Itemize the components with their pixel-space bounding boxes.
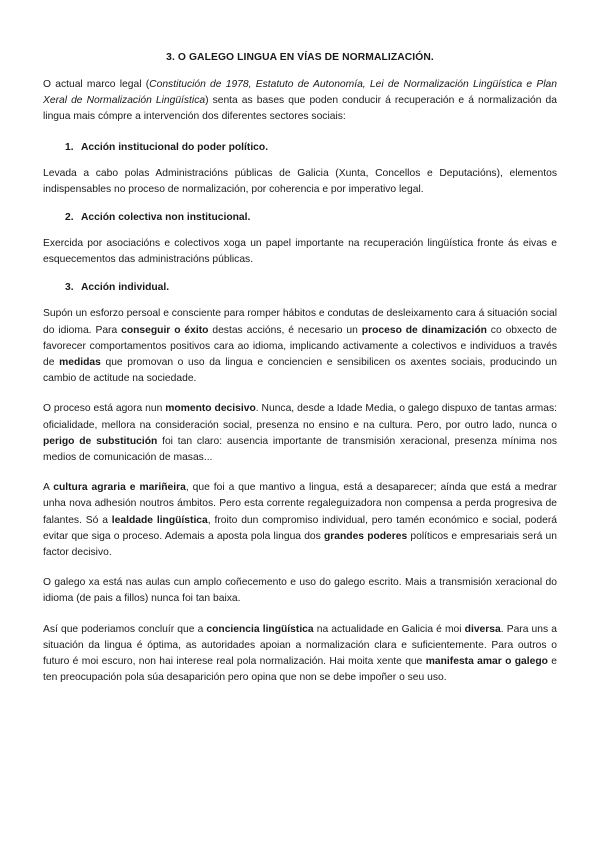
- list-item-2-text: Exercida por asociacións e colectivos xoga un papel importante na recuperación lingüística fronte ás eivas e esquecementos das administracións públicas.: [43, 238, 557, 266]
- culture-paragraph: A cultura agraria e mariñeira, que foi a que mantivo a lingua, está a desaparecer; aínda que está a medrar unha nova adhesión noutros ámbitos. Pero esta corrente regaleguizadora non compensa a perda progresiva de falantes. Só a lealdade lingüística, froito dun compromiso individual, pero tamén económico e social, poderá evitar que siga o proceso. Ademais a aposta pola lingua dos grandes poderes políticos e empresariais será un factor decisivo.: [43, 482, 557, 559]
- conclusion-paragraph: Así que poderiamos concluír que a conciencia lingüística na actualidade en Galicia é moi diversa. Para uns a situación da lingua é óptima, as autoridades apoian a normalización clara e suficientemente. Para outros o futuro é moi escuro, non hai interese real pola normalización. Hai moita xente que manifesta amar o galego e ten preocupación pola súa desaparición pero opina que non se debe impoñer o seu uso.: [43, 623, 558, 684]
- legal-framework-list: Constitución de 1978, Estatuto de Autonomía, Lei de Normalización Lingüística e Plan Xeral de Normalización Lingüística: [43, 79, 557, 107]
- school-paragraph: O galego xa está nas aulas cun amplo coñecemento e uso do galego escrito. Mais a transmisión xeracional do idioma (de pais a fillos) nunca foi tan baixa.: [43, 577, 557, 605]
- list-item-2-heading: 2. Acción colectiva non institucional.: [65, 212, 251, 224]
- list-item-1-heading: 1. Acción institucional do poder político.: [65, 141, 269, 153]
- section-title: 3. O GALEGO LINGUA EN VÍAS DE NORMALIZACIÓN.: [166, 52, 434, 63]
- decisive-moment-paragraph: O proceso está agora nun momento decisivo. Nunca, desde a Idade Media, o galego dispuxo de tantas armas: oficialidade, mellora na consideración social, presenza no ensino e na cultura. Pero, por outro lado, nunca o perigo de substitución foi tan claro: ausencia importante de transmisión xeracional, presenza mínima nos medios de comunicación de masas...: [43, 403, 557, 464]
- list-item-3-text: Supón un esforzo persoal e consciente para romper hábitos e condutas de desleixamento cara á situación social do idioma. Para conseguir o éxito destas accións, é necesario un proceso de dinamización co obxecto de favorecer comportamentos positivos cara ao idioma, implicando activamente a colectivos e individuos a través de medidas que promovan o uso da lingua e concienciеn e sensibilicen os axentes sociais, producindo un cambio de actitude na sociedade.: [43, 308, 558, 385]
- list-item-3-heading: 3. Acción individual.: [65, 282, 170, 294]
- list-item-1-text: Levada a cabo polas Administracións públicas de Galicia (Xunta, Concellos e Deputacións), elementos indispensables no proceso de normalización, por coherencia e por imperativo legal.: [43, 167, 557, 195]
- intro-paragraph: O actual marco legal (Constitución de 1978, Estatuto de Autonomía, Lei de Normalización Lingüística e Plan Xeral de Normalización Lingüística) senta as bases que poden conducir á recuperación e á normalización da lingua mais cómpre a intervención dos diferentes sectores sociais:: [43, 79, 557, 123]
